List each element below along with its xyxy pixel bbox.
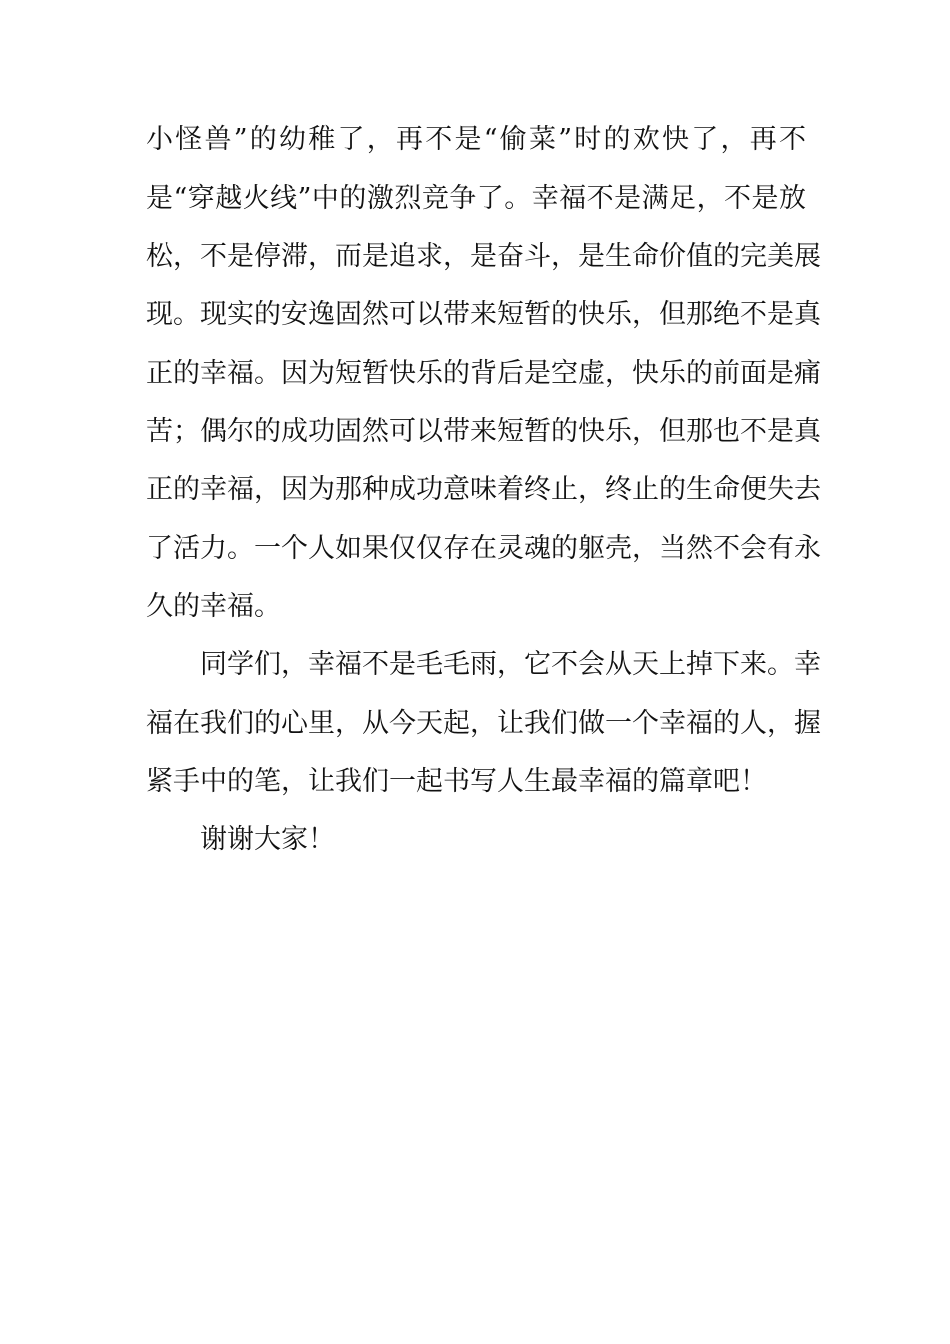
text-line: 久的幸福。 <box>146 591 281 622</box>
text-line: 同学们，幸福不是毛毛雨，它不会从天上掉下来。幸 <box>200 649 821 680</box>
text-line: 了活力。一个人如果仅仅存在灵魂的躯壳，当然不会有永 <box>146 533 821 564</box>
closing-line: 谢谢大家！ <box>200 824 335 855</box>
text-line: 苦；偶尔的成功固然可以带来短暂的快乐，但那也不是真 <box>146 416 821 447</box>
text-line: 正的幸福。因为短暂快乐的背后是空虚，快乐的前面是痛 <box>146 358 821 389</box>
text-line: 福在我们的心里，从今天起，让我们做一个幸福的人，握 <box>146 708 821 739</box>
text-line: 小怪兽”的幼稚了，再不是“偷菜”时的欢快了，再不 <box>146 124 806 155</box>
text-line: 是“穿越火线”中的激烈竞争了。幸福不是满足，不是放 <box>146 183 806 214</box>
text-line: 正的幸福，因为那种成功意味着终止，终止的生命便失去 <box>146 474 821 505</box>
text-line: 现。现实的安逸固然可以带来短暂的快乐，但那绝不是真 <box>146 299 821 330</box>
text-line: 紧手中的笔，让我们一起书写人生最幸福的篇章吧！ <box>146 766 767 797</box>
text-line: 松，不是停滞，而是追求，是奋斗，是生命价值的完美展 <box>146 241 821 272</box>
